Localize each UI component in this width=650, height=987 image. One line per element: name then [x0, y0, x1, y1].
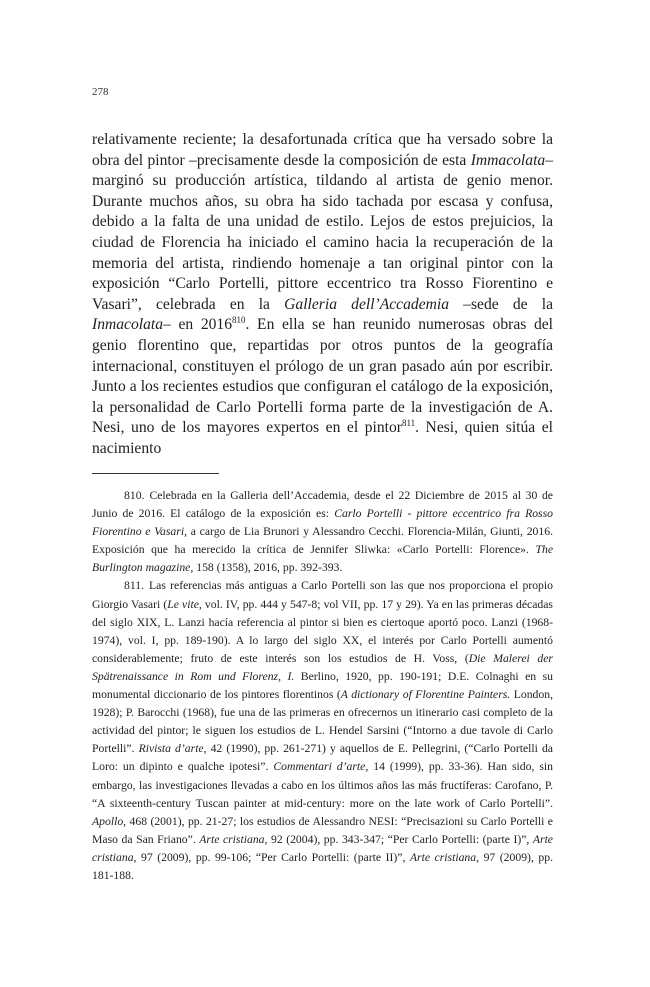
- footnote-separator: [92, 473, 219, 474]
- footnote-italic: Arte cristiana,: [199, 832, 268, 846]
- body-italic-title: Immacolata: [470, 151, 546, 169]
- footnote-italic: A dictionary of Florentine Painters.: [340, 688, 511, 702]
- footnote-italic: Le vite,: [167, 597, 202, 611]
- body-italic-title: Inmacolata: [92, 316, 164, 334]
- footnote-text: vol. IV, pp. 444 y 547-8; vol VII, pp. 17 y 29). Ya en las primeras décadas del siglo XIX, L. Lanzi hacía referencia al pintor si bien es ciertoque aportó poco. Lanzi (1968-1974), vol. I, pp. 189-190). A lo largo del siglo XX, el interés por Carlo Portelli aumentó considerablemente; fruto de este interés son los estudios de H. Voss, (: [92, 597, 553, 665]
- footnote-number: 810.: [124, 489, 145, 502]
- footnote-text: Celebrada en la Galleria dell’Accademia, desde el 22 Diciembre de 2015 al 30 de Junio de 2016. El catálogo de la exposición es:: [92, 489, 553, 521]
- body-italic-title: Galleria dell’Accademia: [284, 295, 450, 313]
- body-text-run: relativamente reciente; la desafortunada crítica que ha versado sobre la obra del pintor –precisamente desde la composición de esta: [92, 131, 553, 169]
- footnote-italic: Carlo Portelli - pittore eccentrico fra Rosso Fiorentino e Vasari,: [92, 507, 554, 539]
- footnote-italic: Arte cristiana,: [409, 850, 480, 864]
- footnote-text: London, 1928); P. Barocchi (1968), fue una de las primeras en ofrecernos un itinerario casi completo de la actividad del pintor; le siguen los estudios de L. Hendel Sarsini (“Intorno a due tavole di Carlo Portelli”.: [92, 688, 553, 756]
- footnote-text: 97 (2009), pp. 181-188.: [92, 850, 553, 882]
- footnote-number: 811.: [124, 579, 145, 593]
- footnote-811: [92, 577, 553, 885]
- footnote-text: 42 (1990), pp. 261-271) y aquellos de E. Pellegrini, (“Carlo Portelli da Loro: un dipinto e qualche ipotesi”.: [92, 742, 553, 774]
- footnote-text: 158 (1358), 2016, pp. 392-393.: [193, 561, 343, 575]
- body-text-run: –sede de la: [449, 295, 553, 313]
- page-number: 278: [92, 86, 109, 98]
- footnotes: [92, 487, 553, 885]
- footnote-text: 14 (1999), pp. 33-36). Han sido, sin embargo, las investigaciones llevadas a cabo en los últimos años las más fructíferas: Carofano, P. “A sixteenth-century Tuscan painter at mid-century: more on the late work of Carlo Portelli”.: [92, 760, 553, 810]
- footnote-text: Las referencias más antiguas a Carlo Portelli son las que nos proporciona el propio Giorgio Vasari (: [92, 579, 553, 611]
- footnote-text: a cargo de Lia Brunori y Alessandro Cecchi. Florencia-Milán, Giunti, 2016. Exposición que ha merecido la crítica de Jennifer Sliwka: «Carlo Portelli: Florence».: [92, 525, 553, 557]
- footnote-ref-810[interactable]: 810: [232, 315, 246, 326]
- body-text-run: . En ella se han reunido numerosas obras del genio florentino que, repartidas por otros puntos de la geografía internacional, constituyen el prólogo de un gran pasado aún por escribir. Junto a los recientes estudios que configuran el catálogo de la exposición, la personalidad de Carlo Portelli forma parte de la investigación de A. Nesi, uno de los mayores expertos en el pintor: [92, 316, 554, 437]
- footnote-text: 92 (2004), pp. 343-347; “Per Carlo Portelli: (parte I)”,: [267, 832, 533, 846]
- footnote-text: 468 (2001), pp. 21-27; los estudios de Alessandro NESI: “Precisazioni su Carlo Portelli e Maso da San Friano”.: [92, 814, 553, 846]
- footnote-italic: Rivista d’arte,: [138, 742, 207, 756]
- footnote-italic: Commentari d’arte,: [273, 760, 369, 774]
- footnote-italic: Die Malerei der Spätrenaissance in Rom und Florenz, I.: [92, 651, 553, 683]
- footnote-text: 97 (2009), pp. 99-106; “Per Carlo Portelli: (parte II)”,: [136, 850, 410, 864]
- body-paragraph: [92, 130, 553, 460]
- body-text-run: . Nesi, quien sitúa el nacimiento: [92, 419, 553, 457]
- body-text-run: – marginó su producción artística, tildando al artista de genio menor. Durante muchos años, su obra ha sido tachada por escasa y confusa, debido a la falta de una unidad de estilo. Lejos de estos prejuicios, la ciudad de Florencia ha iniciado el camino hacia la recuperación de la memoria del artista, rindiendo homenaje a tan original pintor con la exposición “Carlo Portelli, pittore eccentrico tra Rosso Fiorentino e Vasari”, celebrada en la: [92, 151, 553, 313]
- footnote-italic: Arte cristiana,: [92, 832, 553, 864]
- footnote-text: Berlino, 1920, pp. 190-191; D.E. Colnaghi en su monumental diccionario de los pintores florentinos (: [92, 669, 553, 702]
- footnote-810: [92, 487, 553, 577]
- footnote-ref-811[interactable]: 811: [401, 418, 416, 429]
- footnote-italic: The Burlington magazine,: [92, 543, 553, 575]
- body-text-run: – en 2016: [163, 316, 233, 334]
- footnote-italic: Apollo,: [92, 814, 127, 828]
